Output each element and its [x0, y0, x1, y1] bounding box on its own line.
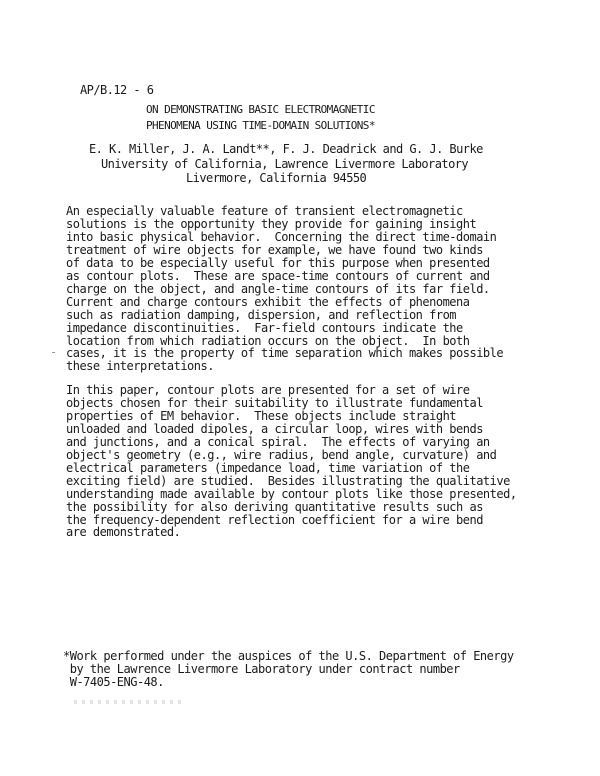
paragraph-line: objects chosen for their suitability to illustrate fundamental: [66, 395, 483, 410]
footnote-line: W-7405-ENG-48.: [63, 675, 164, 689]
paragraph-line: and junctions, and a conical spiral. The effects of varying an: [66, 434, 490, 449]
paragraph-line: into basic physical behavior. Concerning the direct time-domain: [66, 229, 497, 244]
paragraph-line: An especially valuable feature of transient electromagnetic: [66, 204, 463, 218]
abstract-paragraph-2: [66, 383, 517, 540]
paragraph-line: are demonstrated.: [66, 525, 181, 540]
title-line-1: ON DEMONSTRATING BASIC ELECTROMAGNETIC: [146, 103, 375, 116]
footnote-line: by the Lawrence Livermore Laboratory under contract number: [63, 662, 460, 676]
footnote-line: *Work performed under the auspices of the U.S. Department of Energy: [63, 649, 514, 663]
paragraph-line: charge on the object, and angle-time contours of its far field.: [66, 281, 490, 296]
document-code: AP/B.12 - 6: [80, 83, 154, 97]
paragraph-line: of data to be especially useful for this purpose when presented: [66, 255, 490, 270]
paragraph-line: these interpretations.: [66, 359, 214, 374]
paragraph-line: object's geometry (e.g., wire radius, bend angle, curvature) and: [66, 447, 497, 462]
footnote: [63, 650, 514, 689]
paragraph-line: properties of EM behavior. These objects include straight: [66, 408, 457, 423]
affiliation: University of California, Lawrence Livermore Laboratory: [101, 157, 469, 171]
paragraph-line: understanding made available by contour plots like those presented,: [66, 486, 517, 501]
paragraph-line: electrical parameters (impedance load, time variation of the: [66, 460, 470, 475]
margin-mark: [52, 352, 55, 353]
paragraph-line: treatment of wire objects for example, we have found two kinds: [66, 242, 483, 257]
paragraph-line: solutions is the opportunity they provide for gaining insight: [66, 216, 477, 231]
paragraph-line: such as radiation damping, dispersion, and reflection from: [66, 307, 457, 322]
paragraph-line: exciting field) are studied. Besides illustrating the qualitative: [66, 473, 510, 488]
abstract-paragraph-1: [66, 205, 506, 373]
paragraph-line: In this paper, contour plots are presented for a set of wire: [66, 383, 470, 397]
title-line-2: PHENOMENA USING TIME-DOMAIN SOLUTIONS*: [146, 119, 375, 132]
location: Livermore, California 94550: [186, 171, 367, 185]
faint-smudge: [74, 700, 184, 704]
paragraph-line: impedance discontinuities. Far-field contours indicate the: [66, 320, 463, 335]
authors: E. K. Miller, J. A. Landt**, F. J. Deadrick and G. J. Burke: [89, 142, 483, 156]
paragraph-line: as contour plots. These are space-time contours of current and: [66, 268, 490, 283]
paragraph-line: the frequency-dependent reflection coefficient for a wire bend: [66, 512, 483, 527]
paragraph-line: Current and charge contours exhibit the effects of phenomena: [66, 294, 470, 309]
paragraph-line: location from which radiation occurs on the object. In both: [66, 333, 470, 348]
paragraph-line: unloaded and loaded dipoles, a circular loop, wires with bends: [66, 421, 483, 436]
paragraph-line: the possibility for also deriving quantitative results such as: [66, 499, 483, 514]
paragraph-line: cases, it is the property of time separation which makes possible: [66, 346, 504, 361]
